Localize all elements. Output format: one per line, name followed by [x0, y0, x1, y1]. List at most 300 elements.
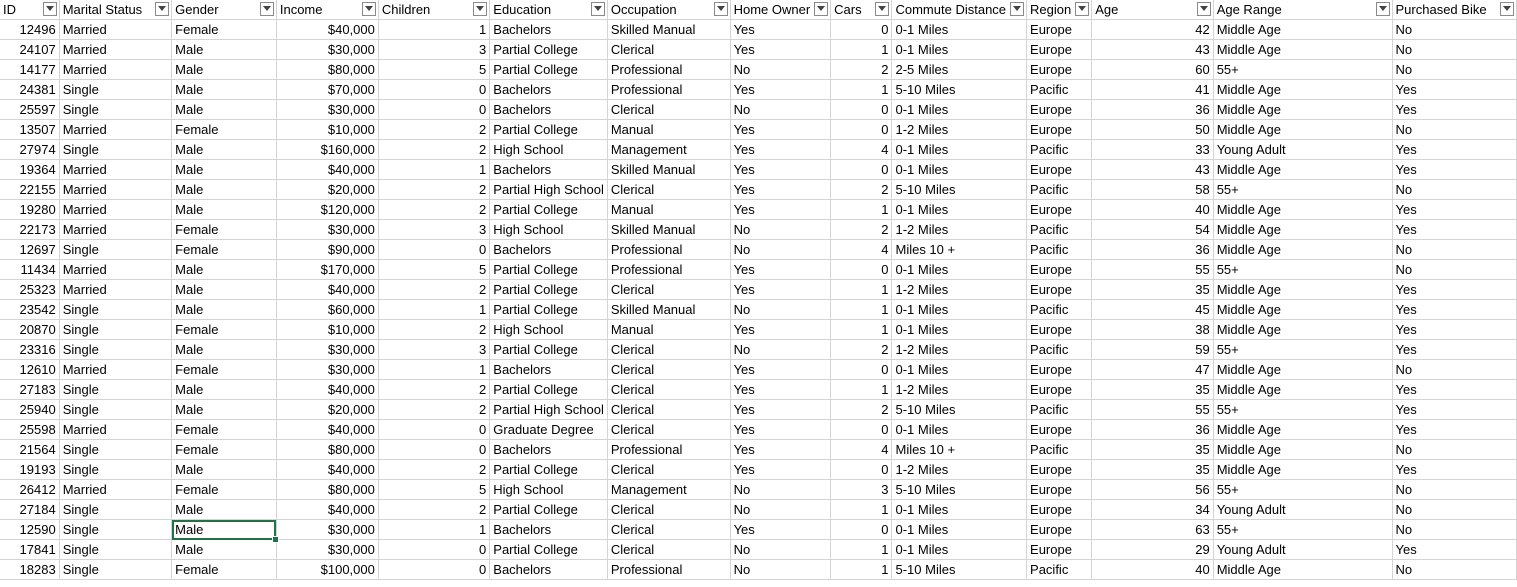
- table-cell[interactable]: Pacific: [1027, 220, 1092, 240]
- table-cell[interactable]: Pacific: [1027, 400, 1092, 420]
- table-cell[interactable]: 0: [378, 420, 489, 440]
- table-cell[interactable]: 23316: [0, 340, 59, 360]
- table-cell[interactable]: Middle Age: [1213, 320, 1392, 340]
- filter-dropdown-icon[interactable]: [814, 2, 828, 16]
- table-cell[interactable]: 0: [831, 520, 892, 540]
- table-cell[interactable]: $100,000: [276, 560, 378, 580]
- table-cell[interactable]: Yes: [730, 200, 831, 220]
- table-cell[interactable]: Married: [59, 420, 171, 440]
- column-header[interactable]: [0, 0, 59, 20]
- column-header[interactable]: [1027, 0, 1092, 20]
- table-cell[interactable]: 0-1 Miles: [892, 200, 1027, 220]
- table-cell[interactable]: Yes: [730, 380, 831, 400]
- table-cell[interactable]: 2: [378, 180, 489, 200]
- filter-dropdown-icon[interactable]: [1075, 2, 1089, 16]
- table-cell[interactable]: Single: [59, 100, 171, 120]
- table-cell[interactable]: No: [1392, 40, 1516, 60]
- table-cell[interactable]: 24381: [0, 80, 59, 100]
- table-cell[interactable]: Married: [59, 280, 171, 300]
- table-cell[interactable]: Partial College: [490, 40, 608, 60]
- table-cell[interactable]: 2: [831, 60, 892, 80]
- table-cell[interactable]: 1: [831, 320, 892, 340]
- table-cell[interactable]: 0: [831, 420, 892, 440]
- table-cell[interactable]: Married: [59, 60, 171, 80]
- table-cell[interactable]: 55+: [1213, 400, 1392, 420]
- table-cell[interactable]: Yes: [1392, 460, 1516, 480]
- table-cell[interactable]: Pacific: [1027, 140, 1092, 160]
- table-cell[interactable]: $40,000: [276, 500, 378, 520]
- table-cell[interactable]: Male: [172, 180, 277, 200]
- table-cell[interactable]: Partial College: [490, 460, 608, 480]
- table-cell[interactable]: Middle Age: [1213, 360, 1392, 380]
- table-cell[interactable]: Yes: [730, 280, 831, 300]
- table-cell[interactable]: Yes: [1392, 280, 1516, 300]
- table-cell[interactable]: Middle Age: [1213, 20, 1392, 40]
- table-cell[interactable]: Single: [59, 460, 171, 480]
- table-cell[interactable]: Europe: [1027, 500, 1092, 520]
- table-cell[interactable]: Pacific: [1027, 340, 1092, 360]
- table-cell[interactable]: Single: [59, 320, 171, 340]
- table-cell[interactable]: Married: [59, 220, 171, 240]
- table-cell[interactable]: 5-10 Miles: [892, 180, 1027, 200]
- table-cell[interactable]: Partial College: [490, 500, 608, 520]
- table-cell[interactable]: 0: [831, 460, 892, 480]
- table-cell[interactable]: 2-5 Miles: [892, 60, 1027, 80]
- table-cell[interactable]: 1-2 Miles: [892, 220, 1027, 240]
- table-cell[interactable]: 0-1 Miles: [892, 20, 1027, 40]
- table-cell[interactable]: Europe: [1027, 420, 1092, 440]
- table-cell[interactable]: $20,000: [276, 400, 378, 420]
- table-cell[interactable]: Middle Age: [1213, 240, 1392, 260]
- column-header[interactable]: [490, 0, 608, 20]
- table-cell[interactable]: Yes: [730, 520, 831, 540]
- table-cell[interactable]: Management: [607, 140, 730, 160]
- table-cell[interactable]: Single: [59, 340, 171, 360]
- table-cell[interactable]: Single: [59, 380, 171, 400]
- table-cell[interactable]: $30,000: [276, 340, 378, 360]
- table-cell[interactable]: Married: [59, 260, 171, 280]
- table-cell[interactable]: Bachelors: [490, 560, 608, 580]
- column-header[interactable]: [831, 0, 892, 20]
- table-cell[interactable]: Yes: [1392, 540, 1516, 560]
- table-cell[interactable]: 0: [831, 160, 892, 180]
- table-cell[interactable]: Clerical: [607, 460, 730, 480]
- table-cell[interactable]: Europe: [1027, 200, 1092, 220]
- table-cell[interactable]: Yes: [1392, 340, 1516, 360]
- table-cell[interactable]: 0-1 Miles: [892, 40, 1027, 60]
- table-cell[interactable]: 36: [1092, 240, 1213, 260]
- table-cell[interactable]: Married: [59, 20, 171, 40]
- table-cell[interactable]: Young Adult: [1213, 140, 1392, 160]
- table-cell[interactable]: 4: [831, 240, 892, 260]
- table-cell[interactable]: Single: [59, 80, 171, 100]
- table-cell[interactable]: 36: [1092, 420, 1213, 440]
- table-cell[interactable]: No: [1392, 560, 1516, 580]
- table-cell[interactable]: $20,000: [276, 180, 378, 200]
- table-cell[interactable]: $30,000: [276, 540, 378, 560]
- table-cell[interactable]: 0: [831, 260, 892, 280]
- table-cell[interactable]: Pacific: [1027, 240, 1092, 260]
- table-cell[interactable]: Bachelors: [490, 160, 608, 180]
- table-cell[interactable]: 56: [1092, 480, 1213, 500]
- table-cell[interactable]: Middle Age: [1213, 300, 1392, 320]
- table-cell[interactable]: No: [1392, 180, 1516, 200]
- table-cell[interactable]: 2: [378, 400, 489, 420]
- table-cell[interactable]: Middle Age: [1213, 420, 1392, 440]
- table-cell[interactable]: Manual: [607, 120, 730, 140]
- table-cell[interactable]: 54: [1092, 220, 1213, 240]
- table-cell[interactable]: Yes: [1392, 80, 1516, 100]
- table-cell[interactable]: 0-1 Miles: [892, 500, 1027, 520]
- table-cell[interactable]: Partial College: [490, 340, 608, 360]
- table-cell[interactable]: Female: [172, 360, 277, 380]
- table-cell[interactable]: 1: [831, 300, 892, 320]
- table-cell[interactable]: 1: [378, 360, 489, 380]
- table-cell[interactable]: Female: [172, 480, 277, 500]
- table-cell[interactable]: Bachelors: [490, 20, 608, 40]
- table-cell[interactable]: 22173: [0, 220, 59, 240]
- table-cell[interactable]: 2: [831, 400, 892, 420]
- table-cell[interactable]: 0: [831, 120, 892, 140]
- table-cell[interactable]: 33: [1092, 140, 1213, 160]
- table-cell[interactable]: High School: [490, 480, 608, 500]
- table-cell[interactable]: 23542: [0, 300, 59, 320]
- table-cell[interactable]: $40,000: [276, 280, 378, 300]
- table-cell[interactable]: $60,000: [276, 300, 378, 320]
- table-cell[interactable]: 40: [1092, 200, 1213, 220]
- table-cell[interactable]: Clerical: [607, 400, 730, 420]
- table-cell[interactable]: Middle Age: [1213, 460, 1392, 480]
- table-cell[interactable]: Yes: [730, 40, 831, 60]
- table-cell[interactable]: Middle Age: [1213, 160, 1392, 180]
- table-cell[interactable]: $10,000: [276, 320, 378, 340]
- column-header[interactable]: [892, 0, 1027, 20]
- table-cell[interactable]: Europe: [1027, 40, 1092, 60]
- table-cell[interactable]: Married: [59, 120, 171, 140]
- table-cell[interactable]: 0: [378, 80, 489, 100]
- table-cell[interactable]: Yes: [1392, 140, 1516, 160]
- table-cell[interactable]: Married: [59, 180, 171, 200]
- table-cell[interactable]: Clerical: [607, 40, 730, 60]
- table-cell[interactable]: Married: [59, 160, 171, 180]
- table-cell[interactable]: 5: [378, 60, 489, 80]
- table-cell[interactable]: Yes: [1392, 100, 1516, 120]
- table-cell[interactable]: 5-10 Miles: [892, 400, 1027, 420]
- table-cell[interactable]: No: [730, 100, 831, 120]
- table-cell[interactable]: Male: [172, 340, 277, 360]
- table-cell[interactable]: 1: [831, 200, 892, 220]
- table-cell[interactable]: 0: [378, 540, 489, 560]
- table-cell[interactable]: 43: [1092, 40, 1213, 60]
- table-cell[interactable]: 45: [1092, 300, 1213, 320]
- table-cell[interactable]: Clerical: [607, 360, 730, 380]
- table-cell[interactable]: Yes: [730, 460, 831, 480]
- table-cell[interactable]: 3: [831, 480, 892, 500]
- table-cell[interactable]: Europe: [1027, 20, 1092, 40]
- table-cell[interactable]: Single: [59, 500, 171, 520]
- table-cell[interactable]: No: [730, 540, 831, 560]
- table-cell[interactable]: Yes: [730, 320, 831, 340]
- table-cell[interactable]: Married: [59, 40, 171, 60]
- table-cell[interactable]: 2: [378, 120, 489, 140]
- table-cell[interactable]: 0: [378, 240, 489, 260]
- table-cell[interactable]: 58: [1092, 180, 1213, 200]
- table-cell[interactable]: 5: [378, 260, 489, 280]
- table-cell[interactable]: 19280: [0, 200, 59, 220]
- table-cell[interactable]: Bachelors: [490, 360, 608, 380]
- table-cell[interactable]: 1: [831, 540, 892, 560]
- fill-handle[interactable]: [272, 536, 279, 543]
- filter-dropdown-icon[interactable]: [1010, 2, 1024, 16]
- table-cell[interactable]: 11434: [0, 260, 59, 280]
- table-cell[interactable]: 27184: [0, 500, 59, 520]
- table-cell[interactable]: Partial College: [490, 60, 608, 80]
- table-cell[interactable]: 4: [831, 140, 892, 160]
- table-cell[interactable]: 0: [831, 100, 892, 120]
- table-cell[interactable]: 0-1 Miles: [892, 420, 1027, 440]
- table-cell[interactable]: 55: [1092, 260, 1213, 280]
- table-cell[interactable]: Clerical: [607, 540, 730, 560]
- table-cell[interactable]: 41: [1092, 80, 1213, 100]
- table-cell[interactable]: Middle Age: [1213, 200, 1392, 220]
- table-cell[interactable]: Skilled Manual: [607, 300, 730, 320]
- filter-dropdown-icon[interactable]: [43, 2, 57, 16]
- table-cell[interactable]: Middle Age: [1213, 380, 1392, 400]
- table-cell[interactable]: Single: [59, 400, 171, 420]
- table-cell[interactable]: 55+: [1213, 180, 1392, 200]
- table-cell[interactable]: Male: [172, 160, 277, 180]
- table-cell[interactable]: Middle Age: [1213, 440, 1392, 460]
- table-cell[interactable]: 1-2 Miles: [892, 380, 1027, 400]
- table-cell[interactable]: 2: [378, 280, 489, 300]
- table-cell[interactable]: 35: [1092, 460, 1213, 480]
- table-cell[interactable]: No: [730, 240, 831, 260]
- table-cell[interactable]: Bachelors: [490, 240, 608, 260]
- table-cell[interactable]: 1: [378, 300, 489, 320]
- table-cell[interactable]: Clerical: [607, 380, 730, 400]
- table-cell[interactable]: 1-2 Miles: [892, 340, 1027, 360]
- table-cell[interactable]: Male: [172, 380, 277, 400]
- table-cell[interactable]: 2: [831, 180, 892, 200]
- table-cell[interactable]: 59: [1092, 340, 1213, 360]
- table-cell[interactable]: Yes: [730, 260, 831, 280]
- table-cell[interactable]: 1-2 Miles: [892, 460, 1027, 480]
- table-cell[interactable]: 1-2 Miles: [892, 120, 1027, 140]
- filter-dropdown-icon[interactable]: [1500, 2, 1514, 16]
- table-cell[interactable]: 5: [378, 480, 489, 500]
- table-cell[interactable]: Female: [172, 240, 277, 260]
- table-cell[interactable]: Yes: [1392, 300, 1516, 320]
- table-cell[interactable]: Pacific: [1027, 560, 1092, 580]
- table-cell[interactable]: 1: [831, 280, 892, 300]
- table-cell[interactable]: Male: [172, 80, 277, 100]
- table-cell[interactable]: 1: [831, 380, 892, 400]
- table-cell[interactable]: 35: [1092, 280, 1213, 300]
- table-cell[interactable]: 34: [1092, 500, 1213, 520]
- table-cell[interactable]: Skilled Manual: [607, 220, 730, 240]
- filter-dropdown-icon[interactable]: [155, 2, 169, 16]
- table-cell[interactable]: 1: [831, 500, 892, 520]
- table-cell[interactable]: 43: [1092, 160, 1213, 180]
- table-cell[interactable]: 0-1 Miles: [892, 160, 1027, 180]
- table-cell[interactable]: Europe: [1027, 60, 1092, 80]
- table-cell[interactable]: Partial College: [490, 380, 608, 400]
- table-cell[interactable]: Yes: [730, 140, 831, 160]
- table-cell[interactable]: 29: [1092, 540, 1213, 560]
- table-cell[interactable]: Pacific: [1027, 180, 1092, 200]
- table-cell[interactable]: 42: [1092, 20, 1213, 40]
- column-header[interactable]: [1392, 0, 1516, 20]
- table-cell[interactable]: No: [1392, 260, 1516, 280]
- table-cell[interactable]: 14177: [0, 60, 59, 80]
- table-cell[interactable]: Europe: [1027, 480, 1092, 500]
- table-cell[interactable]: 35: [1092, 380, 1213, 400]
- table-cell[interactable]: Clerical: [607, 180, 730, 200]
- filter-dropdown-icon[interactable]: [591, 2, 605, 16]
- filter-dropdown-icon[interactable]: [1197, 2, 1211, 16]
- table-cell[interactable]: 1: [831, 560, 892, 580]
- table-cell[interactable]: 1: [831, 80, 892, 100]
- table-cell[interactable]: Male: [172, 280, 277, 300]
- table-cell[interactable]: Europe: [1027, 540, 1092, 560]
- table-cell[interactable]: Middle Age: [1213, 120, 1392, 140]
- table-cell[interactable]: Bachelors: [490, 80, 608, 100]
- table-cell[interactable]: No: [1392, 500, 1516, 520]
- table-cell[interactable]: $40,000: [276, 20, 378, 40]
- table-cell[interactable]: Professional: [607, 560, 730, 580]
- table-cell[interactable]: Clerical: [607, 520, 730, 540]
- table-cell[interactable]: Middle Age: [1213, 40, 1392, 60]
- table-cell[interactable]: Europe: [1027, 120, 1092, 140]
- table-cell[interactable]: 12590: [0, 520, 59, 540]
- table-cell[interactable]: 60: [1092, 60, 1213, 80]
- table-cell[interactable]: Yes: [730, 440, 831, 460]
- table-cell[interactable]: 2: [378, 200, 489, 220]
- table-cell[interactable]: $30,000: [276, 40, 378, 60]
- table-cell[interactable]: 1: [378, 20, 489, 40]
- table-cell[interactable]: Yes: [730, 420, 831, 440]
- table-cell[interactable]: 3: [378, 340, 489, 360]
- table-cell[interactable]: 2: [378, 500, 489, 520]
- table-cell[interactable]: Bachelors: [490, 440, 608, 460]
- table-cell[interactable]: Yes: [1392, 320, 1516, 340]
- table-cell[interactable]: Skilled Manual: [607, 160, 730, 180]
- table-cell[interactable]: Professional: [607, 80, 730, 100]
- table-cell[interactable]: Yes: [730, 180, 831, 200]
- table-cell[interactable]: Male: [172, 540, 277, 560]
- table-cell[interactable]: Europe: [1027, 100, 1092, 120]
- table-cell[interactable]: No: [730, 500, 831, 520]
- table-cell[interactable]: 12610: [0, 360, 59, 380]
- table-cell[interactable]: Male: [172, 260, 277, 280]
- table-cell[interactable]: Professional: [607, 440, 730, 460]
- table-cell[interactable]: Yes: [730, 360, 831, 380]
- column-header[interactable]: [276, 0, 378, 20]
- table-cell[interactable]: Married: [59, 200, 171, 220]
- table-cell[interactable]: 12697: [0, 240, 59, 260]
- table-cell[interactable]: $80,000: [276, 440, 378, 460]
- table-cell[interactable]: 2: [378, 140, 489, 160]
- table-cell[interactable]: 22155: [0, 180, 59, 200]
- table-cell[interactable]: Professional: [607, 260, 730, 280]
- table-cell[interactable]: 24107: [0, 40, 59, 60]
- table-cell[interactable]: Yes: [1392, 400, 1516, 420]
- column-header[interactable]: [172, 0, 277, 20]
- table-cell[interactable]: 0-1 Miles: [892, 520, 1027, 540]
- table-cell[interactable]: Female: [172, 320, 277, 340]
- table-cell[interactable]: Middle Age: [1213, 280, 1392, 300]
- filter-dropdown-icon[interactable]: [714, 2, 728, 16]
- table-cell[interactable]: Professional: [607, 60, 730, 80]
- table-cell[interactable]: Female: [172, 120, 277, 140]
- table-cell[interactable]: Manual: [607, 320, 730, 340]
- table-cell[interactable]: 36: [1092, 100, 1213, 120]
- table-cell[interactable]: 25940: [0, 400, 59, 420]
- table-cell[interactable]: No: [1392, 120, 1516, 140]
- table-cell[interactable]: No: [730, 300, 831, 320]
- table-cell[interactable]: Europe: [1027, 360, 1092, 380]
- table-cell[interactable]: 1: [378, 520, 489, 540]
- table-cell[interactable]: Yes: [730, 120, 831, 140]
- table-cell[interactable]: No: [1392, 20, 1516, 40]
- table-cell[interactable]: Miles 10 +: [892, 240, 1027, 260]
- table-cell[interactable]: $80,000: [276, 60, 378, 80]
- table-cell[interactable]: Young Adult: [1213, 540, 1392, 560]
- table-cell[interactable]: 55+: [1213, 60, 1392, 80]
- table-cell[interactable]: 0-1 Miles: [892, 360, 1027, 380]
- table-cell[interactable]: High School: [490, 220, 608, 240]
- table-cell[interactable]: Partial High School: [490, 180, 608, 200]
- table-cell[interactable]: 0-1 Miles: [892, 100, 1027, 120]
- table-cell[interactable]: 21564: [0, 440, 59, 460]
- table-cell[interactable]: $30,000: [276, 360, 378, 380]
- table-cell[interactable]: Female: [172, 440, 277, 460]
- table-cell[interactable]: 5-10 Miles: [892, 80, 1027, 100]
- table-cell[interactable]: Clerical: [607, 340, 730, 360]
- table-cell[interactable]: Female: [172, 220, 277, 240]
- table-cell[interactable]: 55+: [1213, 340, 1392, 360]
- table-cell[interactable]: Male: [172, 140, 277, 160]
- table-cell[interactable]: Clerical: [607, 420, 730, 440]
- table-cell[interactable]: Partial College: [490, 200, 608, 220]
- table-cell[interactable]: 17841: [0, 540, 59, 560]
- table-cell[interactable]: $40,000: [276, 380, 378, 400]
- filter-dropdown-icon[interactable]: [875, 2, 889, 16]
- table-cell[interactable]: $170,000: [276, 260, 378, 280]
- table-cell[interactable]: Skilled Manual: [607, 20, 730, 40]
- table-cell[interactable]: $30,000: [276, 220, 378, 240]
- table-cell[interactable]: No: [1392, 520, 1516, 540]
- table-cell[interactable]: No: [730, 60, 831, 80]
- table-cell[interactable]: 47: [1092, 360, 1213, 380]
- table-cell[interactable]: Pacific: [1027, 440, 1092, 460]
- table-cell[interactable]: 35: [1092, 440, 1213, 460]
- table-cell[interactable]: Europe: [1027, 280, 1092, 300]
- filter-dropdown-icon[interactable]: [260, 2, 274, 16]
- table-cell[interactable]: 50: [1092, 120, 1213, 140]
- table-cell[interactable]: Yes: [1392, 200, 1516, 220]
- table-cell[interactable]: Manual: [607, 200, 730, 220]
- column-header[interactable]: [59, 0, 171, 20]
- table-cell[interactable]: No: [730, 480, 831, 500]
- table-cell[interactable]: 55+: [1213, 480, 1392, 500]
- table-cell[interactable]: 12496: [0, 20, 59, 40]
- table-cell[interactable]: $10,000: [276, 120, 378, 140]
- column-header[interactable]: [1213, 0, 1392, 20]
- table-cell[interactable]: Single: [59, 560, 171, 580]
- table-cell[interactable]: 2: [378, 320, 489, 340]
- table-cell[interactable]: Single: [59, 300, 171, 320]
